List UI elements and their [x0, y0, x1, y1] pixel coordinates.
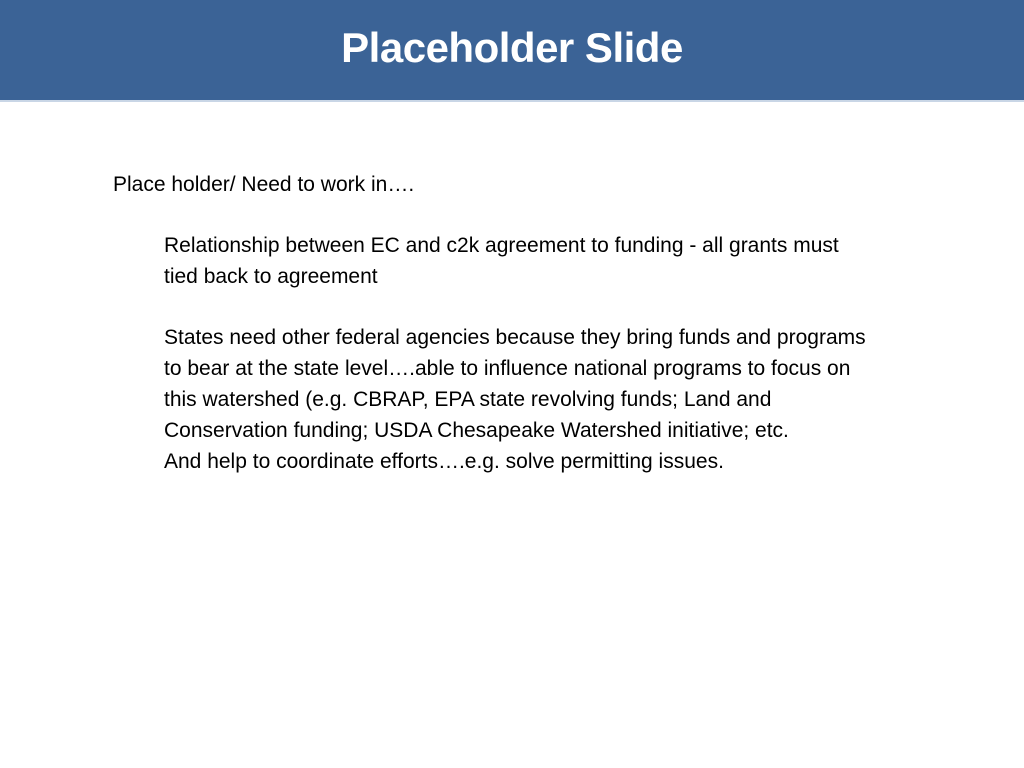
- paragraph1-line: tied back to agreement: [164, 265, 378, 288]
- slide-title: Placeholder Slide: [341, 24, 683, 71]
- paragraph2-line: Conservation funding; USDA Chesapeake Watershed initiative; etc.: [164, 419, 789, 442]
- paragraph1-line: Relationship between EC and c2k agreement to funding - all grants must: [164, 234, 839, 257]
- paragraph2-line: this watershed (e.g. CBRAP, EPA state revolving funds; Land and: [164, 388, 772, 411]
- paragraph2-line: And help to coordinate efforts….e.g. solve permitting issues.: [164, 450, 724, 473]
- paragraph2-line: to bear at the state level….able to influence national programs to focus on: [164, 357, 851, 380]
- paragraph2-line: States need other federal agencies because they bring funds and programs: [164, 326, 866, 349]
- intro-text: Place holder/ Need to work in….: [113, 173, 415, 196]
